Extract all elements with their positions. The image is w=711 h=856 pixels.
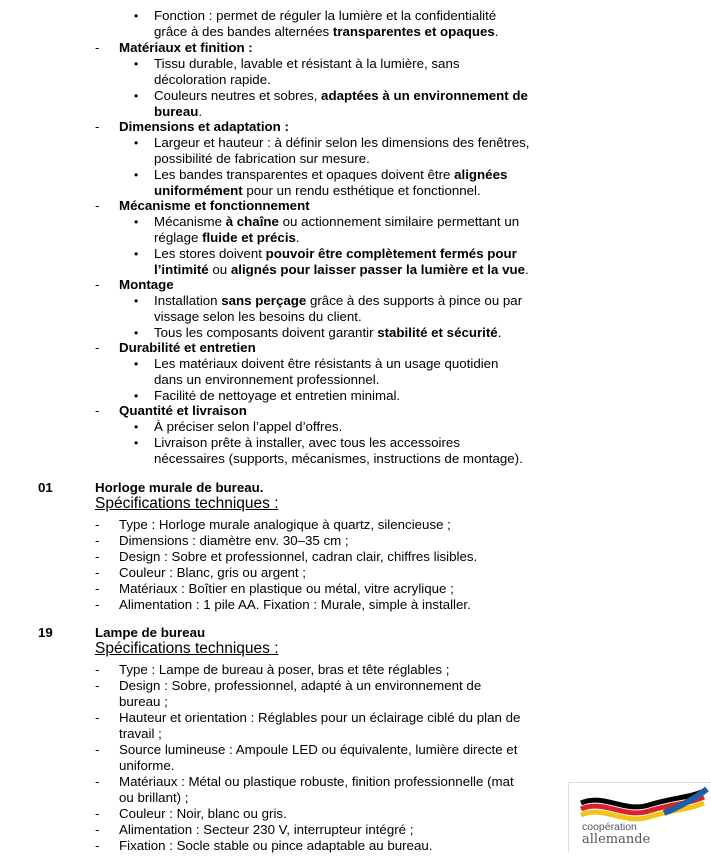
dash-marker: - xyxy=(95,742,100,757)
section-heading-quantite: Quantité et livraison xyxy=(119,403,247,418)
quantite-b2-line-2: nécessaires (supports, mécanismes, instructions de montage). xyxy=(154,451,523,466)
dash-marker: - xyxy=(95,597,100,612)
dash-marker: - xyxy=(95,662,100,677)
section-heading-montage: Montage xyxy=(119,277,174,292)
logo-text-allemande: allemande xyxy=(582,832,651,847)
spec-line: Alimentation : 1 pile AA. Fixation : Murale, simple à installer. xyxy=(119,597,471,612)
dash-marker: - xyxy=(95,198,100,213)
dash-marker: - xyxy=(95,806,100,821)
materiaux-b1-line-2: décoloration rapide. xyxy=(154,72,271,87)
dash-marker: - xyxy=(95,533,100,548)
bullet-icon: • xyxy=(134,136,139,150)
dash-marker: - xyxy=(95,565,100,580)
quantite-b1-line-1: À préciser selon l’appel d’offres. xyxy=(154,419,343,434)
fonction-line-2: grâce à des bandes alternées transparentes et opaques. xyxy=(154,24,499,39)
spec-line: Dimensions : diamètre env. 30–35 cm ; xyxy=(119,533,349,548)
section-heading-mecanisme: Mécanisme et fonctionnement xyxy=(119,198,310,213)
mecanisme-b2-line-2: l’intimité ou alignés pour laisser passer la lumière et la vue. xyxy=(154,262,529,277)
dash-marker: - xyxy=(95,710,100,725)
item-number: 19 xyxy=(38,625,53,640)
section-heading-materiaux: Matériaux et finition : xyxy=(119,40,253,55)
bullet-icon: • xyxy=(134,389,139,403)
spec-heading: Spécifications techniques : xyxy=(95,640,279,657)
bullet-icon: • xyxy=(134,57,139,71)
spec-line: Matériaux : Boîtier en plastique ou métal, vitre acrylique ; xyxy=(119,581,454,596)
montage-b1-line-1: Installation sans perçage grâce à des supports à pince ou par xyxy=(154,293,523,308)
dash-marker: - xyxy=(95,678,100,693)
dash-marker: - xyxy=(95,581,100,596)
bullet-icon: • xyxy=(134,436,139,450)
logo-text-cooperation: coopération xyxy=(582,821,637,833)
bullet-icon: • xyxy=(134,215,139,229)
spec-line: Couleur : Blanc, gris ou argent ; xyxy=(119,565,306,580)
dash-marker: - xyxy=(95,119,100,134)
spec-line: Couleur : Noir, blanc ou gris. xyxy=(119,806,287,821)
dash-marker: - xyxy=(95,403,100,418)
spec-line: bureau ; xyxy=(119,694,168,709)
bullet-icon: • xyxy=(134,168,139,182)
quantite-b2-line-1: Livraison prête à installer, avec tous les accessoires xyxy=(154,435,460,450)
dimensions-b1-line-2: possibilité de fabrication sur mesure. xyxy=(154,151,370,166)
dash-marker: - xyxy=(95,340,100,355)
bullet-icon: • xyxy=(134,357,139,371)
dash-marker: - xyxy=(95,822,100,837)
section-heading-durabilite: Durabilité et entretien xyxy=(119,340,256,355)
spec-line: ou brillant) ; xyxy=(119,790,189,805)
mecanisme-b1-line-2: réglage fluide et précis. xyxy=(154,230,300,245)
bullet-icon: • xyxy=(134,294,139,308)
bullet-icon: • xyxy=(134,9,139,23)
dimensions-b2-line-1: Les bandes transparentes et opaques doivent être alignées xyxy=(154,167,508,182)
montage-b1-line-2: vissage selon les besoins du client. xyxy=(154,309,362,324)
dimensions-b2-line-2: uniformément pour un rendu esthétique et fonctionnel. xyxy=(154,183,481,198)
spec-line: Type : Lampe de bureau à poser, bras et tête réglables ; xyxy=(119,662,450,677)
fonction-line-1: Fonction : permet de réguler la lumière et la confidentialité xyxy=(154,8,497,23)
dash-marker: - xyxy=(95,774,100,789)
spec-line: travail ; xyxy=(119,726,162,741)
item-number: 01 xyxy=(38,480,53,495)
dash-marker: - xyxy=(95,40,100,55)
section-heading-dimensions: Dimensions et adaptation : xyxy=(119,119,289,134)
spec-line: Type : Horloge murale analogique à quartz, silencieuse ; xyxy=(119,517,451,532)
durabilite-b1-line-1: Les matériaux doivent être résistants à un usage quotidien xyxy=(154,356,499,371)
bullet-icon: • xyxy=(134,247,139,261)
durabilite-b2-line-1: Facilité de nettoyage et entretien minimal. xyxy=(154,388,401,403)
item-title: Horloge murale de bureau. xyxy=(95,480,264,495)
mecanisme-b2-line-1: Les stores doivent pouvoir être complètement fermés pour xyxy=(154,246,517,261)
dash-marker: - xyxy=(95,517,100,532)
mecanisme-b1-line-1: Mécanisme à chaîne ou actionnement similaire permettant un xyxy=(154,214,520,229)
item-title: Lampe de bureau xyxy=(95,625,206,640)
bullet-icon: • xyxy=(134,326,139,340)
spec-heading: Spécifications techniques : xyxy=(95,495,279,512)
bullet-icon: • xyxy=(134,89,139,103)
spec-line: Hauteur et orientation : Réglables pour un éclairage ciblé du plan de xyxy=(119,710,521,725)
materiaux-b2-line-1: Couleurs neutres et sobres, adaptées à un environnement de xyxy=(154,88,528,103)
materiaux-b2-line-2: bureau. xyxy=(154,104,203,119)
dash-marker: - xyxy=(95,549,100,564)
dash-marker: - xyxy=(95,838,100,853)
materiaux-b1-line-1: Tissu durable, lavable et résistant à la lumière, sans xyxy=(154,56,460,71)
spec-line: Design : Sobre et professionnel, cadran clair, chiffres lisibles. xyxy=(119,549,478,564)
spec-line: Design : Sobre, professionnel, adapté à un environnement de xyxy=(119,678,482,693)
spec-line: uniforme. xyxy=(119,758,175,773)
spec-line: Matériaux : Métal ou plastique robuste, finition professionnelle (mat xyxy=(119,774,514,789)
spec-line: Alimentation : Secteur 230 V, interrupteur intégré ; xyxy=(119,822,414,837)
spec-line: Source lumineuse : Ampoule LED ou équivalente, lumière directe et xyxy=(119,742,518,757)
durabilite-b1-line-2: dans un environnement professionnel. xyxy=(154,372,380,387)
dash-marker: - xyxy=(95,277,100,292)
dimensions-b1-line-1: Largeur et hauteur : à définir selon les dimensions des fenêtres, xyxy=(154,135,530,150)
spec-line: Fixation : Socle stable ou pince adaptable au bureau. xyxy=(119,838,433,853)
bullet-icon: • xyxy=(134,420,139,434)
montage-b2-line-1: Tous les composants doivent garantir stabilité et sécurité. xyxy=(154,325,502,340)
